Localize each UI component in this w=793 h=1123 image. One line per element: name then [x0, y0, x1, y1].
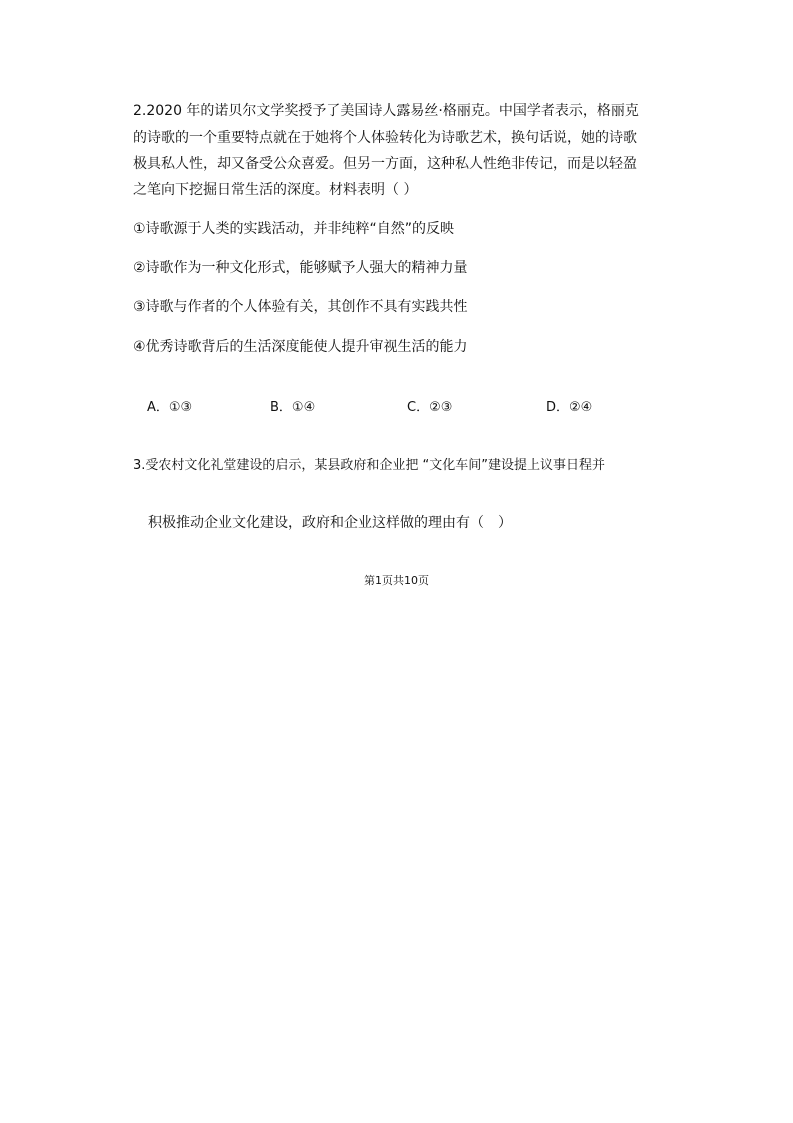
statement-1: ①诗歌源于人类的实践活动，并非纯粹“自然”的反映 — [133, 221, 455, 237]
choice-b: B．①④ — [270, 400, 316, 415]
choice-a: A．①③ — [147, 400, 193, 415]
choice-c: C．②③ — [407, 400, 453, 415]
choice-d: D．②④ — [546, 400, 593, 415]
page-number: 第1页共10页 — [364, 574, 429, 587]
statement-2: ②诗歌作为一种文化形式，能够赋予人强大的精神力量 — [133, 260, 468, 276]
question-2-line: 2.2020 年的诺贝尔文学奖授予了美国诗人露易丝·格丽克。中国学者表示，格丽克 — [133, 103, 639, 119]
statement-4: ④优秀诗歌背后的生活深度能使人提升审视生活的能力 — [133, 339, 468, 355]
question-2-line: 极具私人性，却又备受公众喜爱。但另一方面，这种私人性绝非传记，而是以轻盈 — [133, 156, 637, 172]
question-2-line: 之笔向下挖掘日常生活的深度。材料表明（ ） — [133, 182, 418, 198]
question-3-line-2: 积极推动企业文化建设，政府和企业这样做的理由有（ ） — [148, 515, 512, 531]
statement-3: ③诗歌与作者的个人体验有关，其创作不具有实践共性 — [133, 299, 468, 315]
question-3-line-1: 3.受农村文化礼堂建设的启示，某县政府和企业把 “文化车间”建设提上议事日程并 — [133, 458, 606, 473]
question-2-line: 的诗歌的一个重要特点就在于她将个人体验转化为诗歌艺术，换句话说，她的诗歌 — [133, 130, 637, 146]
